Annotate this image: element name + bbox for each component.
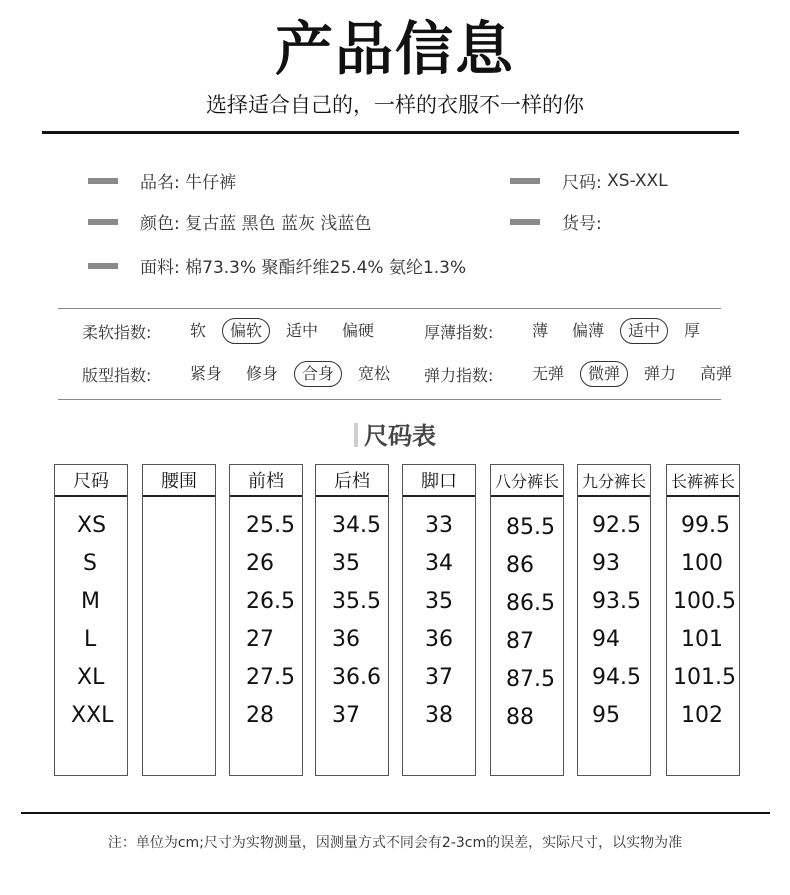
table-cell: 35 [332, 551, 360, 576]
title-accent-bar [354, 423, 358, 447]
table-cell: XS [77, 513, 107, 538]
index-option: 高弹 [700, 364, 733, 383]
info-value: XS-XXL [607, 170, 668, 191]
column-header: 脚口 [403, 465, 475, 497]
table-cell: 35 [425, 589, 453, 614]
index-label: 弹力指数: [424, 365, 494, 385]
index-bottom-divider [58, 399, 721, 400]
info-item-sku [510, 209, 607, 234]
table-cell: 37 [332, 703, 360, 728]
table-cell: 87 [506, 629, 534, 654]
bullet-bar-icon [88, 219, 118, 225]
bullet-bar-icon [88, 178, 118, 184]
header-divider [42, 131, 739, 134]
column-header: 长裤裤长 [667, 465, 739, 497]
info-value: 棉73.3% 聚酯纤维25.4% 氨纶1.3% [185, 258, 467, 278]
table-cell: 36 [425, 627, 453, 652]
index-fit [82, 359, 406, 389]
table-cell: 94 [592, 627, 620, 652]
table-cell: 26.5 [246, 589, 295, 614]
info-value: 牛仔裤 [185, 173, 237, 193]
index-softness [82, 316, 390, 346]
index-label: 版型指数: [82, 365, 152, 385]
index-option-selected: 偏软 [222, 318, 270, 344]
table-cell: 26 [246, 551, 274, 576]
size-table-title-text: 尺码表 [364, 422, 436, 450]
index-top-divider [58, 308, 721, 309]
table-cell: 36 [332, 627, 360, 652]
index-option: 无弹 [532, 364, 565, 383]
index-label: 厚薄指数: [424, 322, 494, 342]
table-cell: XXL [71, 703, 114, 728]
index-elasticity [424, 359, 748, 389]
measurement-note: 注：单位为cm;尺寸为实物测量，因测量方式不同会有2-3cm的误差，实际尺寸，以实物为准 [107, 835, 683, 851]
table-cell: 86 [506, 553, 534, 578]
info-item-name [88, 168, 236, 193]
index-label: 柔软指数: [82, 322, 152, 342]
table-cell: 36.6 [332, 665, 381, 690]
bullet-bar-icon [88, 263, 118, 269]
table-cell: 101.5 [673, 665, 736, 690]
table-cell: 25.5 [246, 513, 295, 538]
index-option: 偏薄 [572, 321, 605, 340]
column-header: 八分裤长 [491, 465, 563, 497]
table-cell: 95 [592, 703, 620, 728]
table-cell: 27.5 [246, 665, 295, 690]
index-option: 宽松 [358, 364, 391, 383]
table-cell: S [83, 551, 97, 576]
index-option: 薄 [532, 321, 549, 340]
index-option: 适中 [286, 321, 319, 340]
info-item-color [88, 209, 371, 234]
info-item-size [510, 168, 668, 193]
table-cell: 93 [592, 551, 620, 576]
table-cell: 85.5 [506, 515, 555, 540]
footer-divider [21, 812, 770, 814]
index-option-selected: 适中 [620, 318, 668, 344]
table-cell: 93.5 [592, 589, 641, 614]
table-cell: 37 [425, 665, 453, 690]
size-column-ankle-length [577, 464, 651, 776]
table-cell: XL [77, 665, 105, 690]
table-cell: 88 [506, 705, 534, 730]
info-label: 尺码: [562, 173, 602, 193]
table-cell: 99.5 [681, 513, 730, 538]
index-thickness [424, 316, 716, 346]
index-option: 弹力 [644, 364, 677, 383]
size-table-title [0, 416, 790, 451]
table-cell: 94.5 [592, 665, 641, 690]
index-option: 偏硬 [342, 321, 375, 340]
table-cell: 35.5 [332, 589, 381, 614]
table-cell: 28 [246, 703, 274, 728]
table-cell: 101 [681, 627, 723, 652]
index-option: 修身 [246, 364, 279, 383]
page-title: 产品信息 [274, 15, 515, 83]
index-option-selected: 合身 [294, 361, 342, 387]
size-column-size [54, 464, 128, 776]
index-option: 软 [190, 321, 207, 340]
page-subtitle: 选择适合自己的，一样的衣服不一样的你 [206, 93, 584, 117]
bullet-bar-icon [510, 219, 540, 225]
index-option: 紧身 [190, 364, 223, 383]
column-header: 尺码 [55, 465, 127, 497]
column-header: 前档 [230, 465, 302, 497]
table-cell: 87.5 [506, 667, 555, 692]
info-label: 颜色: [140, 214, 180, 234]
table-cell: 86.5 [506, 591, 555, 616]
column-header: 腰围 [143, 465, 215, 497]
table-cell: 100.5 [673, 589, 736, 614]
info-label: 面料: [140, 258, 180, 278]
column-header: 九分裤长 [578, 465, 650, 497]
size-column-cropped-length [490, 464, 564, 776]
table-cell: 100 [681, 551, 723, 576]
table-cell: M [81, 589, 100, 614]
size-column-back-rise [315, 464, 389, 776]
table-cell: L [84, 627, 97, 652]
table-cell: 27 [246, 627, 274, 652]
size-column-front-rise [229, 464, 303, 776]
table-cell: 92.5 [592, 513, 641, 538]
table-cell: 34.5 [332, 513, 381, 538]
table-cell: 34 [425, 551, 453, 576]
table-cell: 33 [425, 513, 453, 538]
size-column-full-length [666, 464, 740, 776]
info-label: 品名: [140, 173, 180, 193]
size-column-leg-opening [402, 464, 476, 776]
info-value: 复古蓝 黑色 蓝灰 浅蓝色 [185, 214, 372, 234]
index-option: 厚 [684, 321, 701, 340]
size-column-waist [142, 464, 216, 776]
table-cell: 38 [425, 703, 453, 728]
bullet-bar-icon [510, 178, 540, 184]
column-header: 后档 [316, 465, 388, 497]
index-option-selected: 微弹 [580, 361, 628, 387]
table-cell: 102 [681, 703, 723, 728]
info-label: 货号: [562, 214, 602, 234]
info-item-fabric [88, 253, 466, 278]
